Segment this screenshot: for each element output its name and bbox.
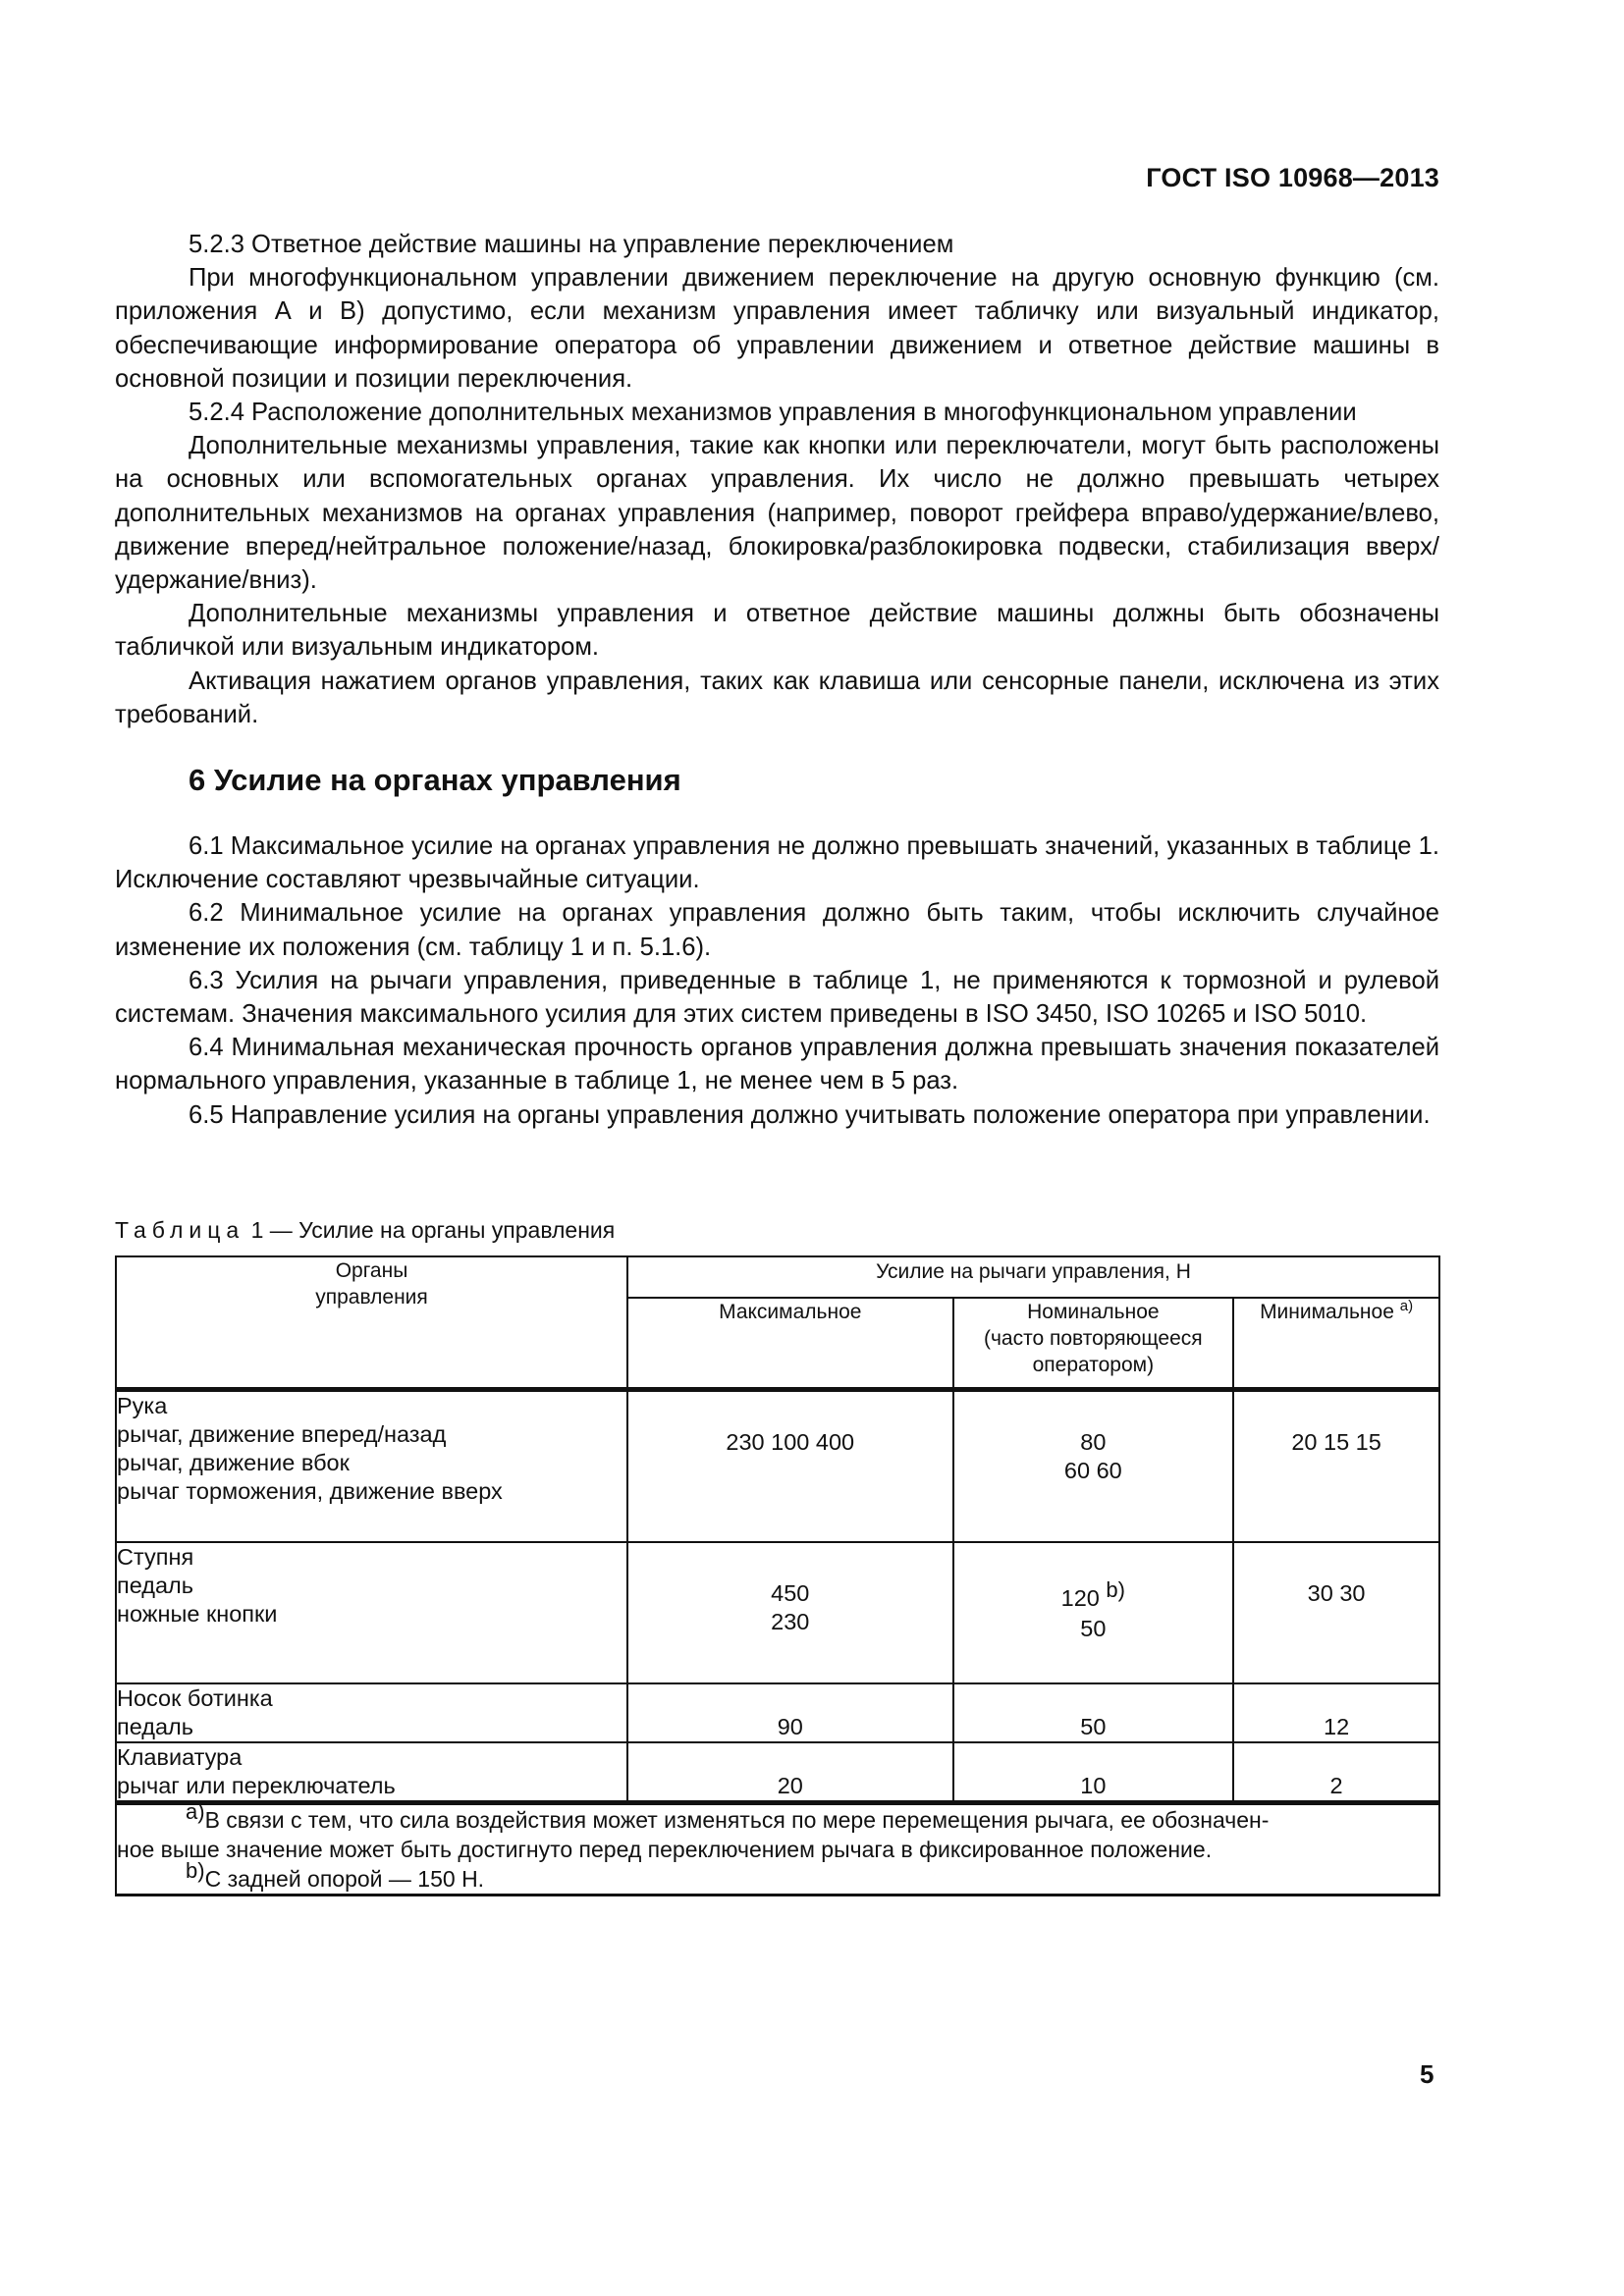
header-organs-line2: управления xyxy=(315,1286,428,1308)
section-6-title: 6 Усилие на органах управления xyxy=(189,763,681,798)
value: 50 xyxy=(1080,1616,1107,1641)
organ-item: рычаг, движение вбок xyxy=(117,1450,350,1475)
cell-max: 20 xyxy=(627,1742,952,1803)
cell-min xyxy=(1233,1542,1439,1683)
header-nominal-line3: оператором) xyxy=(1032,1354,1155,1376)
cell-organ xyxy=(116,1742,627,1803)
cell-max xyxy=(627,1542,952,1683)
clause-6-1: 6.1 Максимальное усилие на органах управления не должно превышать значений, указанных в таблице 1. Исключение составляют чрезвычайные ситуации. xyxy=(115,832,1439,894)
cell-organ xyxy=(116,1683,627,1742)
organ-group: Ступня xyxy=(117,1544,194,1570)
value: 80 xyxy=(1080,1429,1107,1455)
clause-6-5: 6.5 Направление усилия на органы управления должно учитывать положение оператора при управлении. xyxy=(189,1100,1431,1129)
clause-5-2-3-text: При многофункциональном управлении движением переключение на другую основную функцию (см. приложения А и В) допустимо, если механизм управления имеет табличку или визуальный индикатор, обеспечивающие информирование оператора об управлении движением и ответное действие машины в основной позиции и позиции переключения. xyxy=(115,264,1439,393)
cell-min xyxy=(1233,1390,1439,1543)
organ-item: ножные кнопки xyxy=(117,1601,278,1627)
value: 450 xyxy=(771,1580,810,1606)
table-header-row-1 xyxy=(116,1256,1439,1298)
footnote-a-line2: ное выше значение может быть достигнуто перед переключением рычага в фиксированное положение. xyxy=(117,1837,1213,1862)
organ-item: рычаг или переключатель xyxy=(117,1773,396,1798)
value: 20 15 15 xyxy=(1291,1429,1381,1455)
clause-5-2-3-title: 5.2.3 Ответное действие машины на управление переключением xyxy=(189,231,954,258)
document-body xyxy=(115,228,1439,1132)
organ-item: рычаг, движение вперед/назад xyxy=(117,1421,447,1447)
organ-group: Клавиатура xyxy=(117,1744,243,1770)
cell-min: 2 xyxy=(1233,1742,1439,1803)
value: 30 30 xyxy=(1307,1580,1366,1606)
organ-item: педаль xyxy=(117,1714,194,1739)
footnote-b-text: С задней опорой — 150 Н. xyxy=(204,1866,485,1892)
table-row xyxy=(116,1742,1439,1803)
table-row xyxy=(116,1390,1439,1543)
footnote-ref-b: b) xyxy=(1106,1577,1125,1603)
clause-6-4: 6.4 Минимальная механическая прочность органов управления должна превышать значения показателей нормального управления, указанные в таблице 1, не менее чем в 5 раз. xyxy=(115,1034,1439,1095)
footnote-b xyxy=(117,1858,1438,1894)
cell-min: 12 xyxy=(1233,1683,1439,1742)
cell-nominal: 50 xyxy=(953,1683,1234,1742)
value: 60 60 xyxy=(1063,1458,1122,1483)
header-min xyxy=(1233,1298,1439,1390)
header-max: Максимальное xyxy=(627,1298,952,1390)
footnote-a xyxy=(117,1799,1438,1835)
table-row xyxy=(116,1542,1439,1683)
cell-nominal: 10 xyxy=(953,1742,1234,1803)
value-with-footnote xyxy=(954,1577,1233,1613)
header-organs-line1: Органы xyxy=(335,1259,408,1282)
organ-item: педаль xyxy=(117,1573,194,1598)
value: 230 100 400 xyxy=(726,1429,855,1455)
document-standard-id: ГОСТ ISO 10968—2013 xyxy=(1146,163,1439,192)
table-caption xyxy=(115,1217,615,1244)
organ-group: Рука xyxy=(117,1393,168,1418)
footnote-ref-a: a) xyxy=(1399,1298,1414,1314)
cell-organ xyxy=(116,1542,627,1683)
cell-organ xyxy=(116,1390,627,1543)
organ-group: Носок ботинка xyxy=(117,1685,273,1711)
cell-nominal xyxy=(953,1542,1234,1683)
table-row xyxy=(116,1683,1439,1742)
header-nominal xyxy=(953,1298,1234,1390)
page-number: 5 xyxy=(1420,2059,1435,2089)
header-nominal-line1: Номинальное xyxy=(1027,1301,1160,1323)
header-nominal-line2: (часто повторяющееся xyxy=(984,1327,1203,1350)
clause-5-2-4-text-1: Дополнительные механизмы управления, такие как кнопки или переключатели, могут быть расположены на основных или вспомогательных органах управления. Их число не должно превышать четырех дополнительных механизмов на органах управления (например, поворот грейфера вправо/удержание/влево, движение вперед/нейтральное положение/назад, блокировка/разблокировка подвески, стабилизация вверх/удержание/вниз). xyxy=(115,432,1439,595)
value: 120 xyxy=(1060,1585,1100,1611)
header-force-group: Усилие на рычаги управления, Н xyxy=(627,1256,1439,1298)
organ-item: рычаг торможения, движение вверх xyxy=(117,1478,503,1504)
clause-5-2-4-text-2: Дополнительные механизмы управления и ответное действие машины должны быть обозначены табличкой или визуальным индикатором. xyxy=(115,600,1439,662)
clause-6-2: 6.2 Минимальное усилие на органах управления должно быть таким, чтобы исключить случайное изменение их положения (см. таблицу 1 и п. 5.1.6). xyxy=(115,899,1439,961)
clause-6-3: 6.3 Усилия на рычаги управления, приведенные в таблице 1, не применяются к тормозной и рулевой системам. Значения максимального усилия для этих систем приведены в ISO 3450, ISO 10265 и ISO 5010. xyxy=(115,966,1439,1029)
clause-5-2-4-title: 5.2.4 Расположение дополнительных механизмов управления в многофункциональном управлении xyxy=(189,399,1357,427)
footnote-mark-a: a) xyxy=(186,1799,205,1825)
footnote-mark-b: b) xyxy=(186,1858,205,1884)
value: 230 xyxy=(771,1609,810,1634)
header-organs xyxy=(116,1256,627,1390)
control-forces-table xyxy=(115,1255,1440,1896)
footnote-a-line1: В связи с тем, что сила воздействия может изменяться по мере перемещения рычага, ее обозначен- xyxy=(204,1807,1270,1833)
cell-max: 90 xyxy=(627,1683,952,1742)
clause-5-2-4-text-3: Активация нажатием органов управления, таких как клавиша или сенсорные панели, исключена из этих требований. xyxy=(115,667,1439,728)
table-footnotes xyxy=(116,1799,1439,1896)
table-caption-label: Таблица xyxy=(115,1217,245,1243)
header-min-label: Минимальное xyxy=(1260,1301,1394,1323)
table-caption-title: 1 — Усилие на органы управления xyxy=(244,1217,616,1243)
table-footnotes-row xyxy=(116,1803,1439,1896)
cell-max xyxy=(627,1390,952,1543)
cell-nominal xyxy=(953,1390,1234,1543)
